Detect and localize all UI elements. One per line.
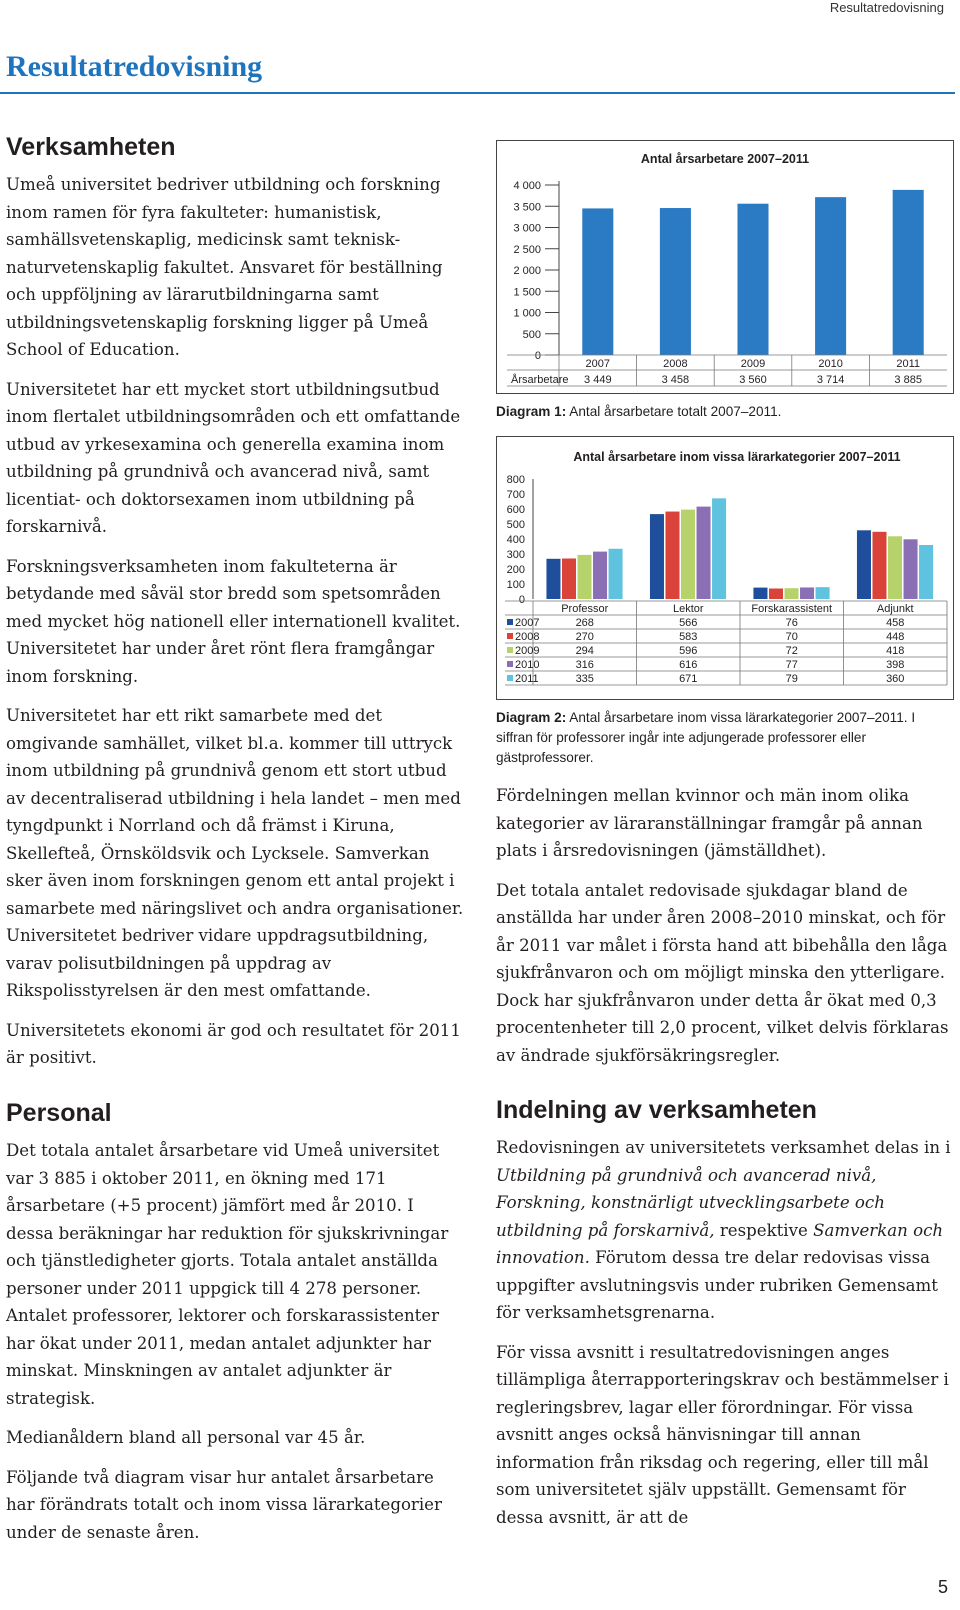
chart-1-bar (893, 190, 924, 355)
chart-2-y-tick-label: 800 (506, 474, 525, 486)
chart-2-bar (546, 559, 560, 599)
chart-2-x-label: Lektor (672, 603, 704, 615)
chart-2-y-tick-label: 100 (506, 579, 525, 591)
chart-2-bar (800, 587, 814, 599)
chart-2-data-label: 270 (575, 631, 594, 643)
chart-2-legend-swatch (507, 647, 513, 653)
chart-2-legend-swatch (507, 675, 513, 681)
chart-2-bar (919, 545, 933, 599)
right-paragraph-1: Fördelningen mellan kvinnor och män inom olika kategorier av läraranställningar framgår på annan plats i årsredovisningen (jämställdhet). (496, 786, 923, 860)
chart-2-data-label: 596 (679, 645, 698, 657)
chart-2-data-label: 79 (785, 673, 798, 685)
chart-1-x-label: 2007 (585, 358, 611, 370)
chart-2-caption-text: Antal årsarbetare inom vissa lärarkategorier 2007–2011. I siffran för professorer ingår inte adjungerade professorer eller gästprofessorer. (496, 710, 916, 765)
chart-2-caption-label: Diagram 2: (496, 710, 567, 725)
chart-1 (496, 140, 954, 394)
chart-2-legend-label: 2010 (515, 659, 540, 671)
chart-2-bar (769, 589, 783, 600)
chart-1-y-tick-label: 2 000 (513, 265, 541, 277)
verksamheten-paragraph-5: Universitetets ekonomi är god och resultatet för 2011 är positivt. (6, 1020, 461, 1068)
chart-2-caption (496, 708, 954, 768)
chart-1-bar (737, 204, 768, 355)
chart-2-legend-label: 2011 (515, 673, 539, 685)
chart-2-y-tick-label: 500 (506, 519, 525, 531)
p3-part-b: respektive (714, 1220, 814, 1240)
chart-2-y-tick-label: 400 (506, 534, 525, 546)
chart-2-bar (816, 587, 830, 599)
chart-1-y-tick-label: 4 000 (513, 180, 541, 192)
chart-2-legend-swatch (507, 661, 513, 667)
chart-2-bar (857, 530, 871, 599)
chart-2-title: Antal årsarbetare inom vissa lärarkategorier 2007–2011 (573, 450, 901, 464)
chart-2-bar (609, 549, 623, 599)
chart-1-data-label: 3 458 (661, 374, 690, 386)
chart-2-data-label: 268 (575, 617, 594, 629)
chart-2-data-label: 616 (679, 659, 698, 671)
chart-2-bar (753, 588, 767, 599)
chart-1-bar (660, 208, 691, 355)
chart-1-y-tick-label: 2 500 (513, 243, 541, 256)
chart-2-bar (712, 498, 726, 599)
p3-italic-1: Utbildning på grundnivå och avancerad nivå, Forskning, konstnärligt utvecklingsarbete och utbildning på forskarnivå, (496, 1165, 885, 1240)
chart-1-y-tick-label: 3 500 (513, 201, 541, 214)
chart-2-svg (497, 437, 953, 699)
chart-1-bar (815, 197, 846, 355)
chart-1-series-label: Årsarbetare (511, 374, 569, 386)
chart-2-bar (665, 512, 679, 599)
personal-paragraph-2: Medianåldern bland all personal var 45 år. (6, 1428, 366, 1447)
running-head: Resultatredovisning (829, 0, 944, 15)
chart-1-data-label: 3 885 (894, 374, 922, 386)
chart-1-svg (497, 141, 953, 393)
chart-2-bar (593, 552, 607, 599)
chart-1-y-tick-label: 500 (522, 328, 541, 341)
chart-2-bar (888, 536, 902, 599)
chart-2-data-label: 360 (886, 673, 905, 685)
chart-2-x-label: Adjunkt (876, 603, 914, 615)
chart-1-bar (582, 208, 613, 355)
chart-2-data-label: 458 (886, 617, 905, 629)
chart-2-data-label: 70 (785, 631, 798, 643)
chart-2-y-tick-label: 200 (506, 564, 525, 576)
verksamheten-paragraph-1: Umeå universitet bedriver utbildning och forskning inom ramen för fyra fakulteter: humanistisk, samhällsvetenskaplig, medicinsk samt teknisk-naturvetenskaplig fakultet. Ansvaret för beställning och uppföljning av lärarutbildningarna samt utbildningsvetenskaplig forskning ligger på Umeå School of Education. (6, 175, 443, 360)
right-paragraph-4: För vissa avsnitt i resultatredovisningen anges tillämpliga återrapporteringskrav och bestämmelser i regleringsbrev, lagar eller förordningar. För vissa avsnitt anges också hänvisningar till annan information från riksdag och regering, eller till mål som universitetet själv uppställt. Gemensamt för dessa avsnitt, är att de (496, 1342, 949, 1527)
chart-2-data-label: 448 (886, 631, 905, 643)
chart-1-y-tick-label: 1 000 (513, 307, 541, 320)
chart-2-data-label: 671 (679, 673, 698, 685)
page-number: 5 (937, 1577, 948, 1597)
chart-1-title: Antal årsarbetare 2007–2011 (640, 152, 810, 166)
chart-2-y-tick-label: 300 (506, 549, 525, 561)
chart-2-data-label: 77 (785, 659, 798, 671)
chart-2-legend-label: 2007 (515, 617, 540, 629)
title-rule (0, 92, 955, 94)
chart-2-data-label: 76 (785, 617, 798, 629)
chart-2-data-label: 335 (575, 673, 594, 685)
verksamheten-paragraph-2: Universitetet har ett mycket stort utbildningsutbud inom flertalet utbildningsområden och ett omfattande utbud av yrkesexamina och generella examina inom utbildning på grundnivå och avancerad nivå, samt licentiat- och doktorsexamen inom utbildning på forskarnivå. (6, 379, 461, 537)
indelning-heading: Indelning av verksamheten (496, 1096, 817, 1124)
chart-2-y-tick-label: 0 (518, 594, 525, 606)
chart-2-data-label: 316 (575, 659, 594, 671)
chart-2-y-tick-label: 700 (506, 489, 525, 501)
verksamheten-heading: Verksamheten (6, 133, 176, 161)
personal-heading: Personal (6, 1098, 112, 1127)
chart-1-caption-text: Antal årsarbetare totalt 2007–2011. (566, 404, 782, 419)
verksamheten-paragraph-3: Forskningsverksamheten inom fakulteterna är betydande med såväl stor bredd som spetsområden med mycket hög nationell eller internationell kvalitet. Universitetet har under året rönt flera framgångar inom forskning. (6, 556, 461, 686)
chart-1-x-label: 2010 (818, 358, 843, 370)
chart-2-x-label: Forskarassistent (751, 603, 833, 615)
chart-1-data-label: 3 449 (584, 374, 612, 386)
chart-2-y-tick-label: 600 (506, 504, 525, 516)
chart-2-data-label: 583 (679, 631, 698, 643)
right-column (496, 140, 954, 1543)
chart-2-bar (681, 510, 695, 599)
personal-paragraph-3: Följande två diagram visar hur antalet årsarbetare har förändrats totalt och inom vissa lärarkategorier under de senaste åren. (6, 1467, 442, 1542)
chart-2 (496, 436, 954, 700)
p3-part-a: Redovisningen av universitetets verksamhet delas in i (496, 1138, 951, 1158)
chart-2-bar (578, 555, 592, 599)
chart-2-x-label: Professor (561, 603, 609, 615)
personal-paragraph-1: Det totala antalet årsarbetare vid Umeå universitet var 3 885 i oktober 2011, en ökning med 171 årsarbetare (+5 procent) jämfört med år 2010. I dessa beräkningar har reduktion för sjukskrivningar och tjänstledigheter gjorts. Totala antalet anställda personer under 2011 uppgick till 4 278 personer. Antalet professorer, lektorer och forskarassistenter har ökat under 2011, medan antalet adjunkter har minskat. Minskningen av antalet adjunkter är strategisk. (6, 1141, 449, 1408)
chart-1-data-label: 3 714 (816, 374, 845, 386)
chart-2-bar (697, 507, 711, 599)
verksamheten-paragraph-4: Universitetet har ett rikt samarbete med det omgivande samhället, vilket bl.a. kommer till uttryck inom utbildning på grundnivå genom ett stort utbud av decentraliserad utbildning i hela landet – men med tyngdpunkt i Norrland och då främst i Kiruna, Skellefteå, Örnsköldsvik och Lycksele. Samverkan sker även inom forskningen genom ett antal projekt i samarbete med näringslivet och andra organisationer. Universitetet bedriver vidare uppdragsutbildning, varav polisutbildningen på uppdrag av Rikspolisstyrelsen är den mest omfattande. (6, 706, 464, 1001)
p3-part-c: Förutom dessa tre delar redovisas vissa uppgifter avslutningsvis under rubriken Gemensamt för verksamhetsgrenarna. (496, 1248, 938, 1323)
chart-1-y-tick-label: 3 000 (513, 222, 541, 235)
chart-2-data-label: 398 (886, 659, 905, 671)
chart-2-data-label: 294 (575, 645, 594, 657)
chart-2-bar (785, 588, 799, 599)
chart-2-bar (904, 539, 918, 599)
page-title: Resultatredovisning (6, 50, 263, 83)
chart-1-data-label: 3 560 (739, 374, 767, 386)
chart-1-y-tick-label: 1 500 (513, 286, 541, 299)
chart-1-caption (496, 402, 954, 422)
right-paragraph-2: Det totala antalet redovisade sjukdagar bland de anställda har under åren 2008–2010 minskat, och för år 2011 var målet i första hand att bibehålla den låga sjukfrånvaron och om möjligt minska den ytterligare. Dock har sjukfrånvaron under detta år ökat med 0,3 procentenheter till 2,0 procent, vilket delvis förklaras av ändrade sjukförsäkringsregler. (496, 880, 949, 1065)
p3-italic-2: Samverkan och innovation. (496, 1220, 944, 1268)
chart-2-bar (872, 532, 886, 599)
chart-2-data-label: 566 (679, 617, 698, 629)
chart-1-x-label: 2009 (740, 358, 766, 370)
chart-2-legend-swatch (507, 619, 513, 625)
right-paragraph-3 (496, 1134, 954, 1327)
chart-2-data-label: 72 (785, 645, 798, 657)
chart-2-data-label: 418 (886, 645, 905, 657)
chart-1-y-tick-label: 0 (534, 350, 541, 362)
chart-2-bar (650, 514, 664, 599)
chart-2-legend-label: 2008 (515, 631, 540, 643)
chart-2-bar (562, 559, 576, 600)
chart-2-legend-swatch (507, 633, 513, 639)
left-column (6, 132, 466, 1558)
chart-2-legend-label: 2009 (515, 645, 540, 657)
chart-1-x-label: 2008 (663, 358, 688, 370)
chart-1-caption-label: Diagram 1: (496, 404, 567, 419)
chart-1-x-label: 2011 (896, 358, 921, 370)
